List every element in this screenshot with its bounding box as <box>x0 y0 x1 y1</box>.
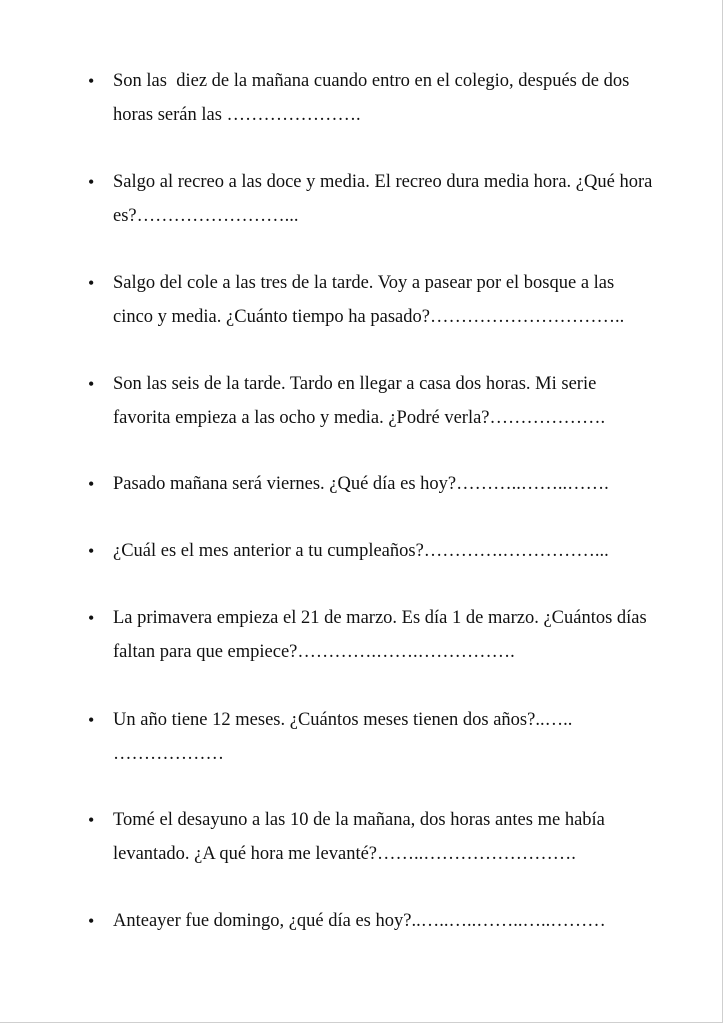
bullet-icon: • <box>88 608 95 628</box>
bullet-icon: • <box>88 474 95 494</box>
bullet-icon: • <box>88 810 95 830</box>
question-text: Son las diez de la mañana cuando entro en el colegio, después de dos horas serán las …………………. <box>113 71 634 125</box>
question-text: La primavera empieza el 21 de marzo. Es día 1 de marzo. ¿Cuántos días faltan para que empiece?………….…….……………. <box>113 608 652 662</box>
question-text: Anteayer fue domingo, ¿qué día es hoy?..…..…..……..…..……… <box>113 911 606 931</box>
bullet-icon: • <box>88 172 95 192</box>
bullet-icon: • <box>88 71 95 91</box>
question-text: Salgo del cole a las tres de la tarde. Voy a pasear por el bosque a las cinco y media. ¿Cuánto tiempo ha pasado?………………………….. <box>113 273 625 327</box>
question-text: Salgo al recreo a las doce y media. El recreo dura media hora. ¿Qué hora es?……………………... <box>113 172 657 226</box>
question-text: Pasado mañana será viernes. ¿Qué día es hoy?………..……..……. <box>113 474 609 494</box>
bullet-icon: • <box>88 541 95 561</box>
question-text: ¿Cuál es el mes anterior a tu cumpleaños?………….……………... <box>113 541 609 561</box>
question-text: Un año tiene 12 meses. ¿Cuántos meses tienen dos años?..….. ……………… <box>113 710 577 764</box>
question-text: Tomé el desayuno a las 10 de la mañana, dos horas antes me había levantado. ¿A qué hora me levanté?……..……………………. <box>113 810 610 864</box>
bullet-icon: • <box>88 911 95 931</box>
bullet-icon: • <box>88 710 95 730</box>
bullet-icon: • <box>88 374 95 394</box>
question-text: Son las seis de la tarde. Tardo en llegar a casa dos horas. Mi serie favorita empieza a las ocho y media. ¿Podré verla?………………. <box>113 374 606 428</box>
bullet-icon: • <box>88 273 95 293</box>
